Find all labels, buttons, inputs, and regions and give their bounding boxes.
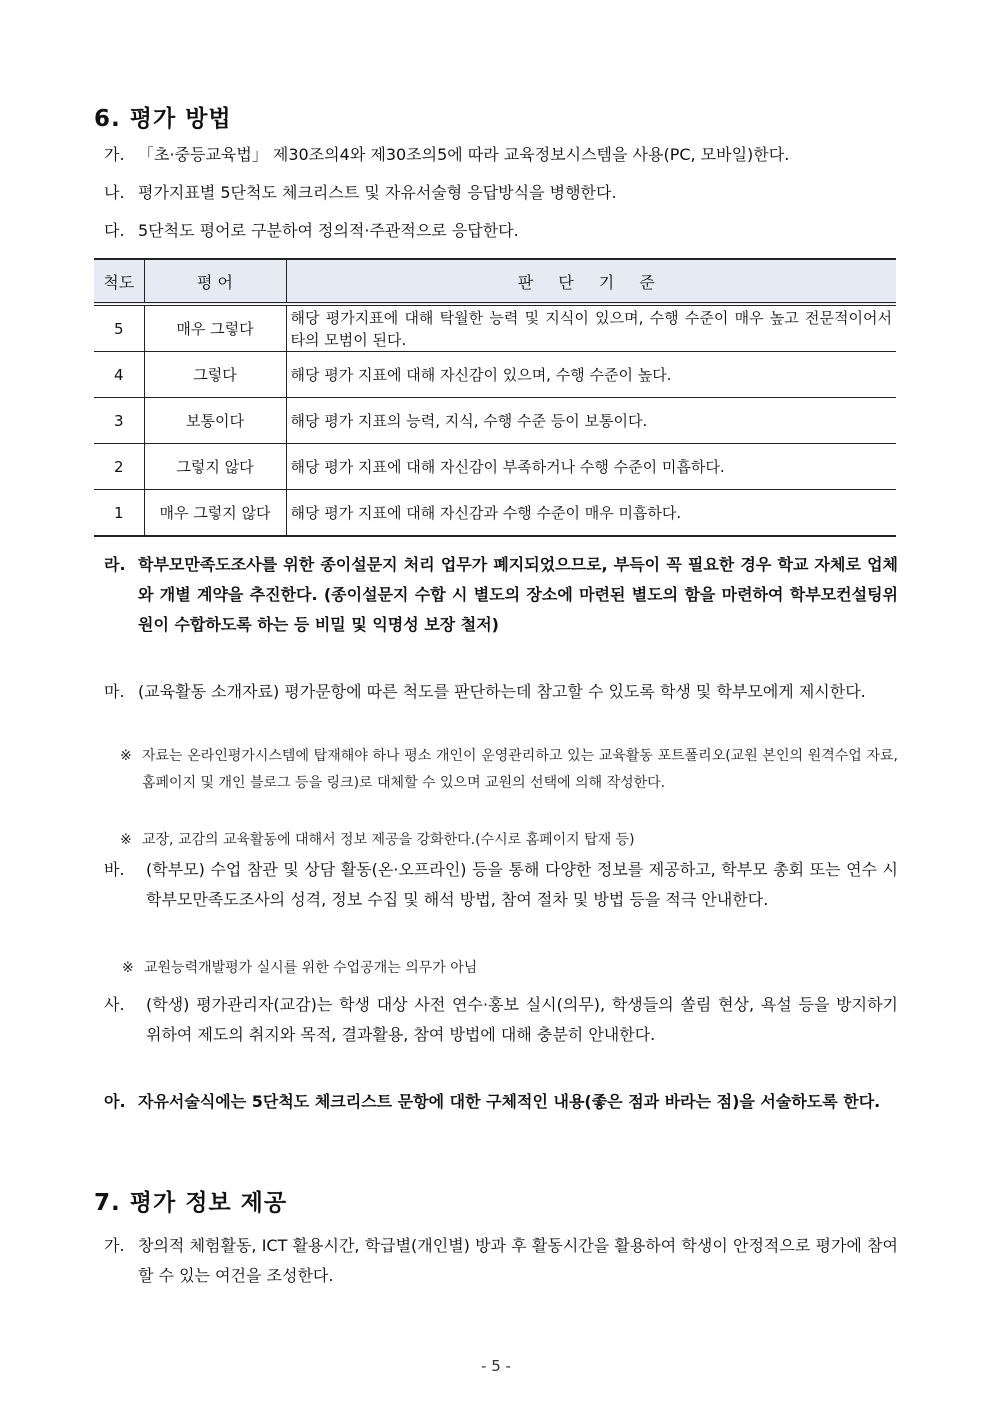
table-row [94, 304, 896, 352]
cell-scale: 2 [94, 444, 144, 490]
item-da [104, 216, 898, 246]
item-ga [104, 140, 898, 170]
cell-scale: 1 [94, 490, 144, 537]
item-label: 아. [104, 1092, 126, 1111]
item-sa [104, 990, 898, 1050]
section-6-title: 6. 평가 방법 [94, 106, 232, 132]
item-text: (학부모) 수업 참관 및 상담 활동(온·오프라인) 등을 통해 다양한 정보를 제공하고, 학부모 총회 또는 연수 시 학부모만족도조사의 성격, 정보 수집 및 해석 방법, 참여 절차 및 방법 등을 적극 안내한다. [146, 860, 898, 909]
item-label: 바. [104, 860, 125, 879]
item-label: 나. [104, 183, 125, 202]
note-mark: ※ [120, 748, 132, 764]
note-mark: ※ [120, 832, 132, 848]
item-text: 자유서술식에는 5단척도 체크리스트 문항에 대한 구체적인 내용(좋은 점과 바라는 점)을 서술하도록 한다. [138, 1092, 881, 1111]
item-ba [104, 855, 898, 915]
item-text: 「초·중등교육법」 제30조의4와 제30조의5에 따라 교육정보시스템을 사용(PC, 모바일)한다. [138, 145, 790, 164]
item-a [104, 1087, 898, 1117]
cell-term: 매우 그렇지 않다 [144, 490, 286, 537]
item-text: (학생) 평가관리자(교감)는 학생 대상 사전 연수·홍보 실시(의무), 학생들의 쏠림 현상, 욕설 등을 방지하기 위하여 제도의 취지와 목적, 결과활용, 참여 방법에 대해 충분히 안내한다. [146, 995, 898, 1044]
page-number: - 5 - [481, 1357, 511, 1375]
note-text: 교원능력개발평가 실시를 위한 수업공개는 의무가 아님 [144, 960, 478, 976]
note-text: 교장, 교감의 교육활동에 대해서 정보 제공을 강화한다.(수시로 홈페이지 탑재 등) [142, 832, 635, 848]
cell-term: 그렇지 않다 [144, 444, 286, 490]
table-row [94, 398, 896, 444]
item-label: 마. [104, 682, 125, 701]
header-criteria: 판 단 기 준 [286, 259, 896, 304]
cell-criteria: 해당 평가 지표에 대해 자신감이 부족하거나 수행 수준이 미흡하다. [286, 444, 896, 490]
cell-scale: 3 [94, 398, 144, 444]
item-ra [104, 550, 898, 640]
item-label: 가. [104, 145, 125, 164]
item-label: 라. [104, 555, 126, 574]
table-header-row [94, 259, 896, 304]
item-label: 다. [104, 221, 125, 240]
cell-term: 보통이다 [144, 398, 286, 444]
item-text: (교육활동 소개자료) 평가문항에 따른 척도를 판단하는데 참고할 수 있도록 학생 및 학부모에게 제시한다. [138, 682, 866, 701]
scale-criteria-table [94, 258, 896, 537]
item-label: 가. [104, 1236, 125, 1255]
note-mark: ※ [122, 960, 134, 976]
note-ma-2 [120, 827, 898, 854]
cell-criteria: 해당 평가지표에 대해 탁월한 능력 및 지식이 있으며, 수행 수준이 매우 높고 전문적이어서 타의 모범이 된다. [286, 304, 896, 352]
cell-scale: 5 [94, 304, 144, 352]
header-term: 평 어 [144, 259, 286, 304]
cell-term: 그렇다 [144, 352, 286, 398]
item-ma [104, 677, 898, 707]
item-text: 평가지표별 5단척도 체크리스트 및 자유서술형 응답방식을 병행한다. [138, 183, 617, 202]
item-label: 사. [104, 995, 125, 1014]
note-ma-1 [120, 743, 898, 797]
cell-term: 매우 그렇다 [144, 304, 286, 352]
item-7-ga [104, 1231, 898, 1291]
note-text: 자료는 온라인평가시스템에 탑재해야 하나 평소 개인이 운영관리하고 있는 교육활동 포트폴리오(교원 본인의 원격수업 자료, 홈페이지 및 개인 블로그 등을 링크)로 대체할 수 있으며 교원의 선택에 의해 작성한다. [142, 748, 898, 791]
table-row [94, 490, 896, 537]
item-text: 5단척도 평어로 구분하여 정의적·주관적으로 응답한다. [138, 221, 519, 240]
item-na [104, 178, 898, 208]
note-ba [122, 955, 898, 982]
table-row [94, 352, 896, 398]
cell-criteria: 해당 평가 지표에 대해 자신감이 있으며, 수행 수준이 높다. [286, 352, 896, 398]
cell-criteria: 해당 평가 지표의 능력, 지식, 수행 수준 등이 보통이다. [286, 398, 896, 444]
item-text: 창의적 체험활동, ICT 활용시간, 학급별(개인별) 방과 후 활동시간을 활용하여 학생이 안정적으로 평가에 참여할 수 있는 여건을 조성한다. [138, 1236, 898, 1285]
item-text: 학부모만족도조사를 위한 종이설문지 처리 업무가 폐지되었으므로, 부득이 꼭 필요한 경우 학교 자체로 업체와 개별 계약을 추진한다. (종이설문지 수합 시 별도의 장소에 마련된 별도의 함을 마련하여 학부모컨설팅위원이 수합하도록 하는 등 비밀 및 익명성 보장 철저) [138, 555, 898, 634]
cell-criteria: 해당 평가 지표에 대해 자신감과 수행 수준이 매우 미흡하다. [286, 490, 896, 537]
cell-scale: 4 [94, 352, 144, 398]
header-scale: 척도 [94, 259, 144, 304]
section-7-title: 7. 평가 정보 제공 [94, 1190, 288, 1216]
table-row [94, 444, 896, 490]
